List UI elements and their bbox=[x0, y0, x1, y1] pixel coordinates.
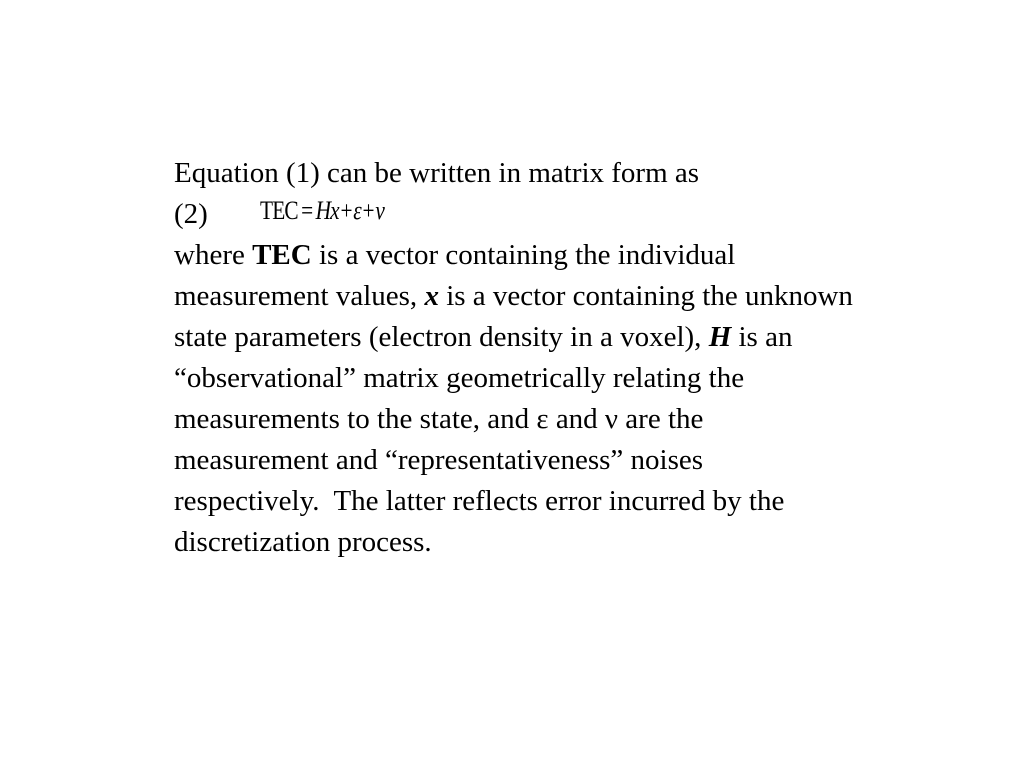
body-line-2 bbox=[174, 276, 1004, 317]
body-line-1-end: is a vector containing the individual bbox=[311, 239, 736, 271]
equation-plus-2: + bbox=[362, 196, 374, 225]
equation-nu: ν bbox=[375, 196, 385, 225]
body-line-6: measurement and “representativeness” noises bbox=[174, 444, 704, 476]
body-line-2-end: is a vector containing the unknown bbox=[438, 280, 853, 312]
equation-equals: = bbox=[301, 196, 313, 225]
equation bbox=[260, 190, 384, 231]
equation-line bbox=[174, 194, 1004, 235]
equation-H: H bbox=[315, 196, 331, 225]
equation-lhs: TEC bbox=[260, 196, 298, 225]
body-line-3 bbox=[174, 317, 1004, 358]
equation-number: (2) bbox=[174, 198, 208, 230]
equation-plus-1: + bbox=[340, 196, 352, 225]
equation-epsilon: ε bbox=[353, 196, 361, 225]
body-line-7: respectively. The latter reflects error incurred by the bbox=[174, 485, 785, 517]
body-line-1-start: where bbox=[174, 239, 253, 271]
document-text bbox=[174, 153, 1004, 563]
body-line-8: discretization process. bbox=[174, 526, 432, 558]
term-x: x bbox=[424, 280, 439, 312]
body-line-5: measurements to the state, and ε and ν are the bbox=[174, 403, 704, 435]
body-line-4: “observational” matrix geometrically relating the bbox=[174, 362, 745, 394]
body-line-2-start: measurement values, bbox=[174, 280, 425, 312]
equation-x: x bbox=[330, 196, 339, 225]
term-h: H bbox=[708, 321, 732, 353]
term-tec: TEC bbox=[252, 239, 312, 271]
body-line-3-start: state parameters (electron density in a voxel), bbox=[174, 321, 709, 353]
body-line-1 bbox=[174, 235, 1004, 276]
intro-line: Equation (1) can be written in matrix form as bbox=[174, 157, 700, 189]
body-line-3-end: is an bbox=[731, 321, 793, 353]
